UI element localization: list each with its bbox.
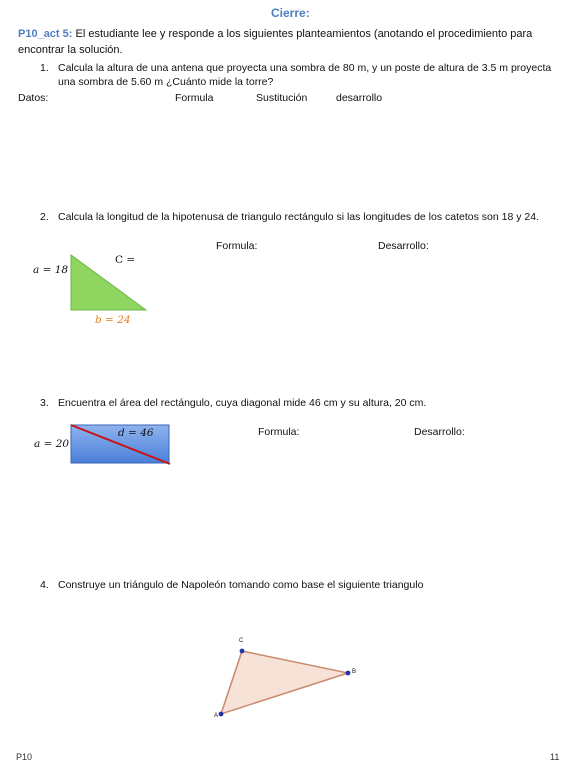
question-1 [40,61,564,89]
right-triangle-figure [68,252,150,314]
triangle-side-b-label: b = 24 [95,314,131,326]
question-4-number: 4. [40,579,49,591]
question-2 [40,210,566,224]
rectangle-diagonal-label: d = 46 [118,427,154,439]
vertex-a-point [219,712,224,717]
question-1-text: Calcula la altura de una antena que proyecta una sombra de 80 m, y un poste de altura de 3.5 m proyecta una sombra de 5.60 m ¿Cuánto mide la torre? [58,62,552,88]
triangle-side-a-label: a = 18 [33,264,69,276]
question-3-text: Encuentra el área del rectángulo, cuya diagonal mide 46 cm y su altura, 20 cm. [58,397,427,409]
vertex-b-label: B [352,669,357,675]
question-3 [40,396,566,410]
base-triangle [221,651,348,714]
q1-datos-label: Datos: [18,92,49,104]
activity-intro [18,26,566,58]
q1-desarrollo-label: desarrollo [336,92,383,104]
activity-label: P10_act 5: [18,28,73,40]
q1-formula-label: Formula [175,92,214,104]
rectangle-side-a-label: a = 20 [34,438,70,450]
question-1-number: 1. [40,62,49,74]
q3-desarrollo-label: Desarrollo: [414,426,465,438]
vertex-c-point [240,649,245,654]
vertex-c-label: C [239,638,244,644]
question-4 [40,578,566,592]
question-2-text: Calcula la longitud de la hipotenusa de triangulo rectángulo si las longitudes de los catetos son 18 y 24. [58,211,539,223]
triangle-side-c-label: C = [115,254,136,266]
section-title: Cierre: [271,6,310,20]
footer-page-number: 11 [550,752,560,762]
question-4-text: Construye un triángulo de Napoleón tomando como base el siguiente triangulo [58,579,424,591]
activity-instructions: El estudiante lee y responde a los siguientes planteamientos (anotando el procedimiento para encontrar la solución. [18,28,533,56]
napoleon-base-triangle [205,630,365,730]
q3-formula-label: Formula: [258,426,300,438]
q1-sustitucion-label: Sustitución [256,92,308,104]
q2-desarrollo-label: Desarrollo: [378,240,429,252]
vertex-a-label: A [214,713,219,719]
vertex-b-point [346,671,351,676]
footer-left: P10 [16,752,33,762]
question-3-number: 3. [40,397,49,409]
q2-formula-label: Formula: [216,240,258,252]
question-2-number: 2. [40,211,49,223]
